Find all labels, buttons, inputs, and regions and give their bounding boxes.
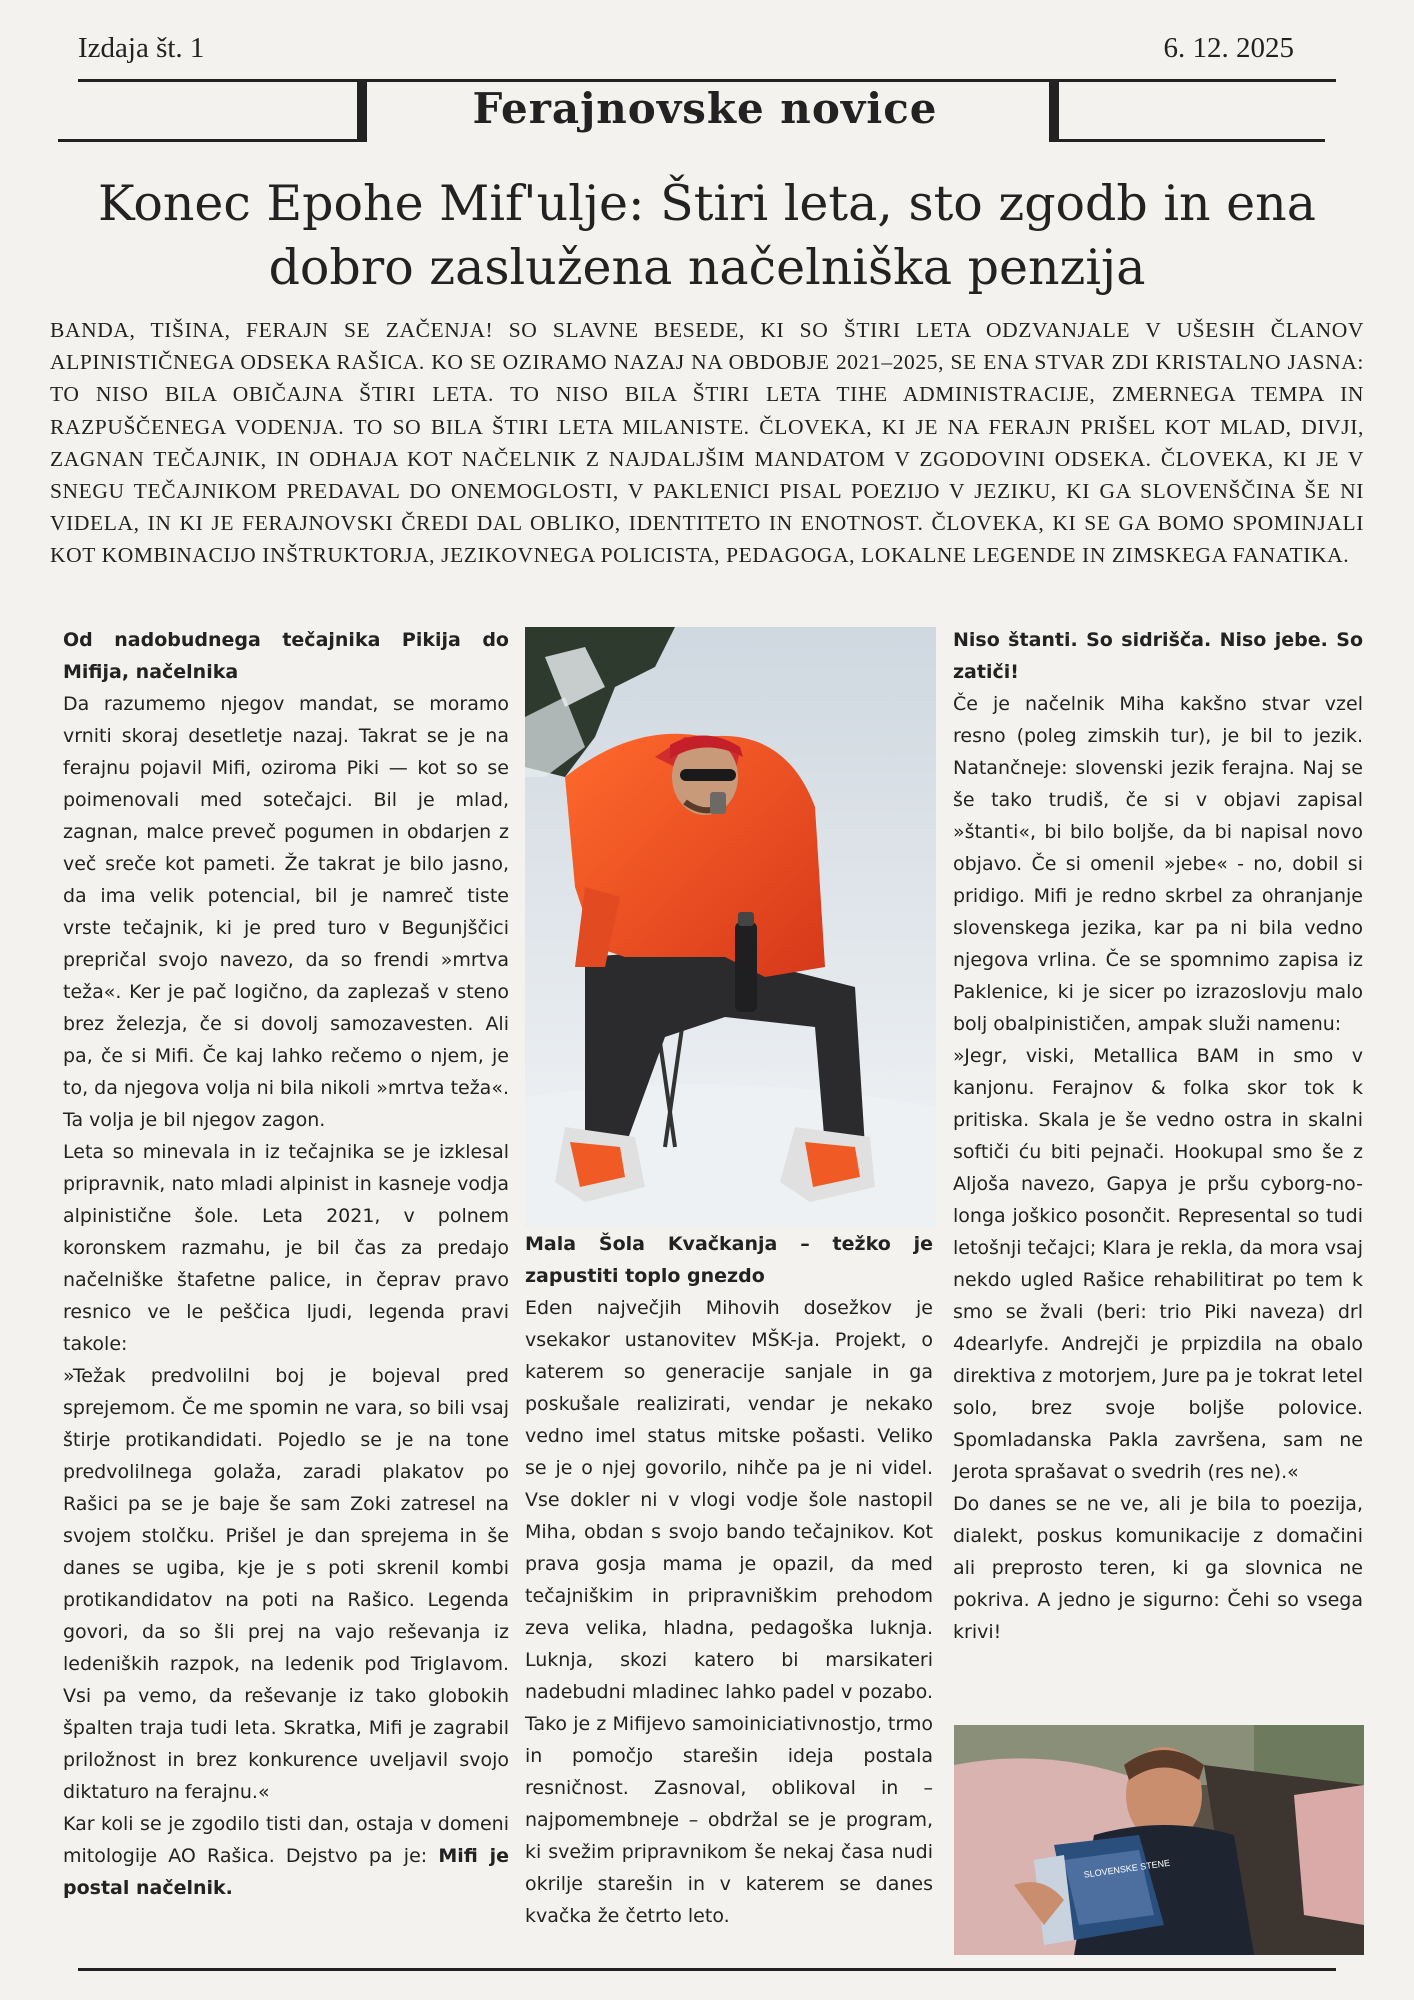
photo-illustration bbox=[954, 1725, 1364, 1955]
masthead-title: Ferajnovske novice bbox=[472, 84, 938, 133]
paragraph: Leta so minevala in iz tečajnika se je izklesal pripravnik, nato mladi alpinist in kasneje vodja alpinistične šole. Leta 2021, v polnem koronskem razmahu, je bil čas za predajo načelniške štafetne palice, in čeprav pravo resnico ve le peščica ljudi, legenda pravi takole: bbox=[63, 1141, 509, 1355]
section-heading-2: Mala Šola Kvačkanja – težko je zapustiti toplo gnezdo bbox=[525, 1233, 933, 1287]
column-1 bbox=[63, 624, 509, 1904]
book-cover-text: SLOVENSKE STENE bbox=[1083, 1857, 1171, 1880]
top-rule bbox=[78, 79, 1336, 82]
paragraph: Eden največjih Mihovih dosežkov je vsekakor ustanovitev MŠK-ja. Projekt, o katerem so generacije sanjale in ga poskušale realizirati, vendar je nekako vedno imel status mitske pošasti. Veliko se je o njej govorilo, nihče pa je ni videl. Vse dokler ni v vlogi vodje šole nastopil Miha, obdan s svojo bando tečajnikov. Kot prava gosja mama je opazil, da med tečajniškim in pripravniškim prehodom zeva velika, hladna, pedagoška luknja. Luknja, skozi katero bi marsikateri nadebudni mladinec lahko padel v pozabo. Tako je z Mifijevo samoiniciativnostjo, trmo in pomočjo starešin ideja postala resničnost. Zasnoval, oblikoval in – najpomembneje – obdržal se je program, ki svežim pripravnikom še nekaj časa nudi okrilje starešin in v katerem se danes kvačka že četrto leto. bbox=[525, 1297, 933, 1927]
issue-date: 6. 12. 2025 bbox=[1163, 32, 1294, 64]
paragraph: Če je načelnik Miha kakšno stvar vzel resno (poleg zimskih tur), je bil to jezik. Natančneje: slovenski jezik ferajna. Naj se še tako trudiš, če si v objavi zapisal »štanti«, bi bilo boljše, da bi napisal novo objavo. Če si omenil »jebe« - no, dobil si pridigo. Mifi je redno skrbel za ohranjanje slovenskega jezika, kar pa ni bila vedno njegova vrlina. Če se spomnimo zapisa iz Paklenice, ki je sicer po izrazoslovju malo bolj obalpinističen, ampak služi namenu: bbox=[953, 693, 1363, 1035]
lede-paragraph: BANDA, TIŠINA, FERAJN SE ZAČENJA! SO SLAVNE BESEDE, KI SO ŠTIRI LETA ODZVANJALE V UŠESIH ČLANOV ALPINISTIČNEGA ODSEKA RAŠICA. KO SE OZIRAMO NAZAJ NA OBDOBJE 2021–2025, SE ENA STVAR ZDI KRISTALNO JASNA: TO NISO BILA OBIČAJNA ŠTIRI LETA. TO NISO BILA ŠTIRI LETA TIHE ADMINISTRACIJE, ZMERNEGA TEMPA IN RAZPUŠČENEGA VODENJA. TO SO BILA ŠTIRI LETA MILANISTE. ČLOVEKA, KI JE NA FERAJN PRIŠEL KOT MLAD, DIVJI, ZAGNAN TEČAJNIK, IN ODHAJA KOT NAČELNIK Z NAJDALJŠIM MANDATOM V ZGODOVINI ODSEKA. ČLOVEKA, KI JE V SNEGU TEČAJNIKOM PREDAVAL DO ONEMOGLOSTI, V PAKLENICI PISAL POEZIJO V JEZIKU, KI GA SLOVENŠČINA ŠE NI VIDELA, IN KI JE FERAJNOVSKI ČREDI DAL OBLIKO, IDENTITETO IN ENOTNOST. ČLOVEKA, KI SE GA BOMO SPOMINJALI KOT KOMBINACIJO INŠTRUKTORJA, JEZIKOVNEGA POLICISTA, PEDAGOGA, LOKALNE LEGENDE IN ZIMSKEGA FANATIKA. bbox=[50, 318, 1364, 568]
quote-paragraph: »Jegr, viski, Metallica BAM in smo v kanjonu. Ferajnov & folka skor tok k pritiska. Skala je še vedno ostra in skalni softiči ću biti pejnači. Hookupal smo še z Aljoša navezo, Gapya je pršu cyborg-no-longa joškico posončit. Represental so tudi letošnji tečajci; Klara je rekla, da mora vsaj nekdo ugled Rašice rehabilitirat po tem k smo se žvali (beri: trio Piki naveza) drl 4dearlyfe. Andrejči je prpizdila na obalo direktiva z motorjem, Jure pa je tokrat letel solo, brez svoje boljše polovice. Spomladanska Pakla završena, sam ne Jerota sprašavat o svedrih (res ne).« bbox=[953, 1045, 1363, 1483]
column-3 bbox=[953, 624, 1363, 1648]
paragraph-text: Kar koli se je zgodilo tisti dan, ostaja v domeni mitologije AO Rašica. Dejstvo pa je: bbox=[63, 1813, 509, 1867]
paragraph bbox=[63, 1808, 509, 1904]
paragraph: Do danes se ne ve, ali je bila to poezija, dialekt, poskus komunikacije z domačini ali preprosto teren, ki ga slovnica ne pokriva. A jedno je sigurno: Čehi so vsega krivi! bbox=[953, 1493, 1363, 1643]
photo-milan-snow bbox=[525, 627, 936, 1227]
section-heading-3: Niso štanti. So sidrišča. Niso jebe. So zatiči! bbox=[953, 629, 1363, 683]
section-heading-1: Od nadobudnega tečajnika Pikija do Mifija, načelnika bbox=[63, 629, 509, 683]
photo-illustration bbox=[525, 627, 936, 1227]
column-2 bbox=[525, 1228, 933, 1932]
photo-napping-with-book bbox=[954, 1725, 1364, 1955]
quote-paragraph: »Težak predvolilni boj je bojeval pred sprejemom. Če me spomin ne vara, so bili vsaj štirje protikandidati. Pojedlo se je na tone predvolilnega golaža, zaradi plakatov po Rašici pa se je baje še sam Zoki zatresel na svojem stolčku. Prišel je dan sprejema in še danes se ugiba, kje je s poti skrenil kombi protikandidatov na poti na Rašico. Legenda govori, da so šli prej na vajo reševanja iz ledeniških razpok, na ledenik pod Triglavom. Vsi pa vemo, da reševanje iz tako globokih špalten traja tudi leta. Skratka, Mifi je zagrabil priložnost in brez konkurence uveljavil svojo diktaturo na ferajnu.« bbox=[63, 1365, 509, 1803]
bottom-rule bbox=[78, 1968, 1336, 1971]
masthead-underline-left bbox=[58, 139, 367, 142]
masthead-underline-right bbox=[1049, 139, 1325, 142]
paragraph: Da razumemo njegov mandat, se moramo vrniti skoraj desetletje nazaj. Takrat se je na ferajnu pojavil Mifi, oziroma Piki — kot so se poimenovali med sotečajci. Bil je mlad, zagnan, malce preveč pogumen in obdarjen z več sreče kot pameti. Že takrat je bilo jasno, da ima velik potencial, bil je namreč tiste vrste tečajnik, ki je pred turo v Begunjščici prepričal svojo navezo, da so frendi »mrtva teža«. Ker je pač logično, da zaplezaš v steno brez železja, če si dovolj samozavesten. Ali pa, če si Mifi. Če kaj lahko rečemo o njem, je to, da njegova volja ni bila nikoli »mrtva teža«. Ta volja je bil njegov zagon. bbox=[63, 693, 509, 1131]
headline: Konec Epohe Mif'ulje: Štiri leta, sto zgodb in ena dobro zaslužena načelniška penzija bbox=[98, 175, 1316, 296]
issue-number: Izdaja št. 1 bbox=[78, 32, 205, 64]
bold-conclusion: Mifi je postal načelnik. bbox=[63, 1845, 509, 1899]
